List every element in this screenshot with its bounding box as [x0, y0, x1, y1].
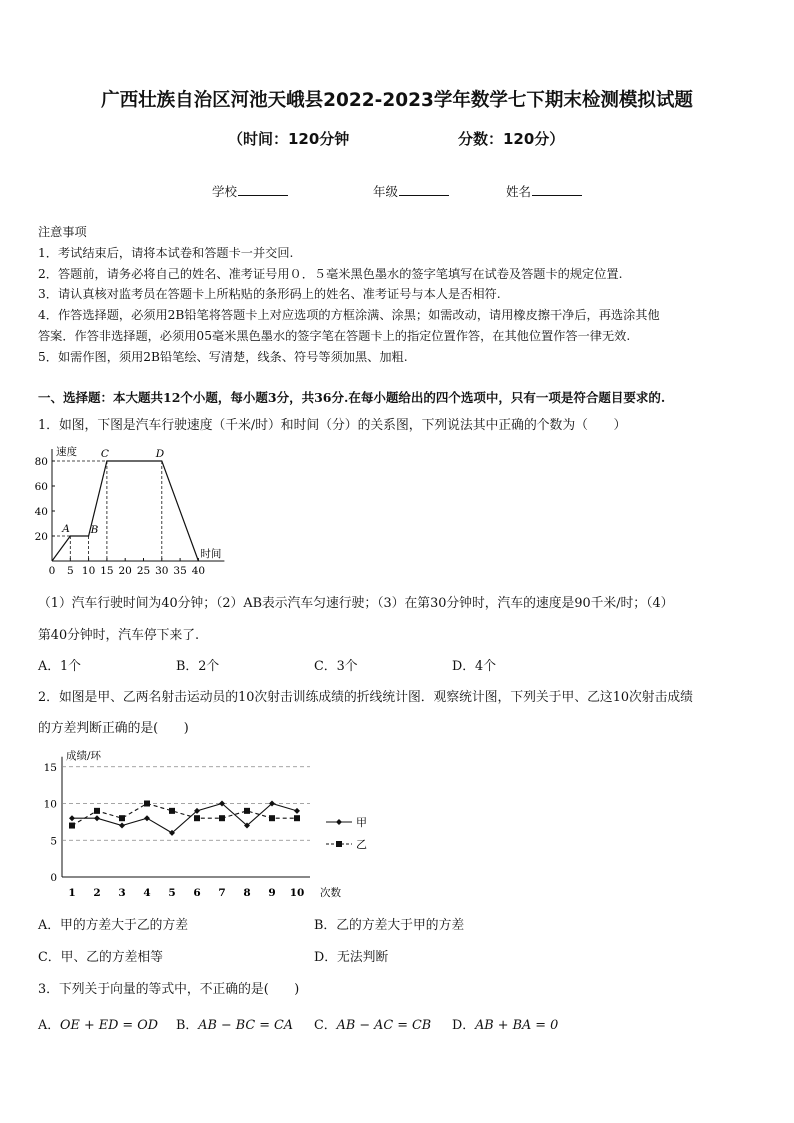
q3-option-b — [176, 1014, 293, 1033]
q3-stem: 3．下列关于向量的等式中，不正确的是( ) — [38, 982, 300, 997]
q1-option-b: B．2个 — [176, 659, 220, 674]
point-label-d: D — [155, 448, 165, 460]
x-tick-label: 6 — [193, 887, 201, 899]
x-tick-label: 5 — [66, 565, 74, 577]
x-tick-label: 0 — [48, 565, 56, 577]
x-tick-label: 5 — [168, 887, 176, 899]
series-point-2 — [119, 815, 125, 821]
q2-stem-line2: 的方差判断正确的是( ) — [38, 721, 189, 736]
y-tick-label: 80 — [34, 456, 48, 468]
note-item: 5．如需作图，须用2B铅笔绘、写清楚，线条、符号等须加黑、加粗. — [38, 349, 408, 364]
series-point-2 — [269, 815, 275, 821]
exam-time: （时间：120分钟 — [228, 130, 350, 148]
note-item: 1．考试结束后，请将本试卷和答题卡一并交回. — [38, 245, 294, 260]
q2-option-d: D．无法判断 — [314, 950, 389, 965]
school-blank — [238, 184, 288, 196]
y-tick-label: 40 — [34, 506, 48, 518]
notes-block — [38, 222, 660, 368]
y-tick-label: 10 — [43, 798, 57, 811]
x-axis-label: 次数 — [320, 887, 341, 899]
name-label: 姓名 — [506, 184, 532, 199]
q3-option-c-label: C． — [314, 1018, 337, 1033]
note-item: 3．请认真核对监考员在答题卡上所粘贴的条形码上的姓名、准考证号与本人是否相符. — [38, 287, 501, 302]
y-tick-label: 60 — [34, 481, 48, 493]
x-tick-label: 3 — [118, 887, 126, 899]
series-point-1 — [144, 815, 150, 821]
grade-blank — [399, 184, 449, 196]
q1-stem: 1．如图，下图是汽车行驶速度（千米/时）和时间（分）的关系图，下列说法其中正确的个数为（ ） — [38, 418, 627, 433]
q3-option-c — [314, 1014, 431, 1033]
x-tick-label: 2 — [93, 887, 101, 899]
x-tick-label: 8 — [243, 887, 251, 899]
series-point-1 — [294, 808, 300, 814]
x-tick-label: 4 — [143, 887, 151, 899]
x-tick-label: 40 — [191, 565, 206, 577]
x-tick-label: 9 — [268, 887, 276, 899]
series-point-1 — [119, 823, 125, 829]
x-tick-label: 10 — [289, 887, 305, 899]
school-field — [212, 182, 288, 200]
x-tick-label: 30 — [155, 565, 169, 577]
q2-option-c: C．甲、乙的方差相等 — [38, 950, 163, 965]
q2-option-b: B．乙的方差大于甲的方差 — [314, 918, 465, 933]
y-tick-label: 0 — [50, 872, 57, 884]
series-point-2 — [169, 808, 175, 814]
section-heading: 一、选择题：本大题共12个小题，每小题3分，共36分.在每小题给出的四个选项中，只有一项是符合题目要求的. — [38, 390, 666, 405]
q3-option-d-expr: AB + BA = 0 — [475, 1018, 559, 1033]
q3-option-b-label: B． — [176, 1018, 199, 1033]
q3-option-a-expr: OE + ED = OD — [60, 1018, 158, 1033]
shooting-score-chart — [30, 745, 370, 905]
speed-series-line — [52, 461, 198, 561]
x-tick-label: 7 — [218, 887, 226, 899]
x-tick-label: 10 — [81, 565, 96, 577]
q3-option-d-label: D． — [452, 1018, 476, 1033]
series-point-2 — [219, 815, 225, 821]
x-tick-label: 25 — [136, 565, 151, 577]
x-tick-label: 20 — [118, 565, 132, 577]
x-tick-label: 1 — [68, 887, 76, 899]
y-axis-label: 成绩/环 — [66, 750, 102, 762]
point-label-a: A — [62, 523, 70, 535]
legend-label-2: 乙 — [356, 838, 367, 851]
x-axis-label: 时间 — [200, 548, 222, 560]
y-tick-label: 20 — [34, 531, 48, 543]
grade-field — [373, 182, 449, 200]
x-tick-label: 15 — [100, 565, 114, 577]
q2-option-a: A．甲的方差大于乙的方差 — [38, 918, 189, 933]
exam-score: 分数：120分） — [458, 130, 565, 148]
q3-option-c-expr: AB − AC = CB — [336, 1018, 432, 1033]
name-field — [506, 182, 582, 200]
q3-option-b-expr: AB − BC = CA — [198, 1018, 294, 1033]
q1-text-line1: （1）汽车行驶时间为40分钟；（2）AB表示汽车匀速行驶；（3）在第30分钟时，汽车的速度是90千米/时；（4） — [38, 596, 674, 611]
series-point-2 — [94, 808, 100, 814]
series-point-2 — [194, 815, 200, 821]
series-point-2 — [294, 815, 300, 821]
point-label-b: B — [90, 524, 99, 536]
q2-stem-line1: 2．如图是甲、乙两名射击运动员的10次射击训练成绩的折线统计图．观察统计图，下列关于甲、乙这10次射击成绩 — [38, 690, 693, 705]
q1-text-line2: 第40分钟时，汽车停下来了. — [38, 628, 200, 643]
exam-title: 广西壮族自治区河池天峨县2022-2023学年数学七下期末检测模拟试题 — [101, 90, 693, 111]
series-point-2 — [244, 808, 250, 814]
q1-option-d: D．4个 — [452, 659, 496, 674]
series-point-2 — [144, 801, 150, 807]
note-item: 2．答题前，请务必将自己的姓名、准考证号用０．５毫米黑色墨水的签字笔填写在试卷及答题卡的规定位置. — [38, 266, 623, 281]
q3-option-a-label: A． — [38, 1018, 61, 1033]
q1-option-a: A．1个 — [38, 659, 81, 674]
q3-option-d — [452, 1014, 558, 1033]
x-tick-label: 35 — [173, 565, 187, 577]
notes-heading: 注意事项 — [38, 225, 87, 239]
y-tick-label: 15 — [43, 761, 57, 774]
legend-marker-1 — [336, 819, 342, 825]
y-axis-label: 速度 — [56, 446, 77, 458]
series-point-2 — [69, 823, 75, 829]
point-label-c: C — [100, 448, 109, 460]
series-point-1 — [69, 815, 75, 821]
y-tick-label: 5 — [50, 835, 57, 848]
note-item: 答案．作答非选择题，必须用05毫米黑色墨水的签字笔在答题卡上的指定位置作答，在其他位置作答一律无效. — [38, 328, 631, 343]
q1-option-c: C．3个 — [314, 659, 358, 674]
series-point-1 — [94, 815, 100, 821]
legend-marker-2 — [336, 841, 342, 847]
school-label: 学校 — [212, 184, 238, 199]
name-blank — [532, 184, 582, 196]
legend-label-1: 甲 — [356, 816, 367, 829]
grade-label: 年级 — [373, 184, 399, 199]
speed-time-chart — [30, 440, 240, 580]
note-item: 4．作答选择题，必须用2B铅笔将答题卡上对应选项的方框涂满、涂黑；如需改动，请用橡皮擦干净后，再选涂其他 — [38, 308, 660, 323]
q3-option-a — [38, 1014, 158, 1033]
series-line-1 — [72, 804, 297, 833]
